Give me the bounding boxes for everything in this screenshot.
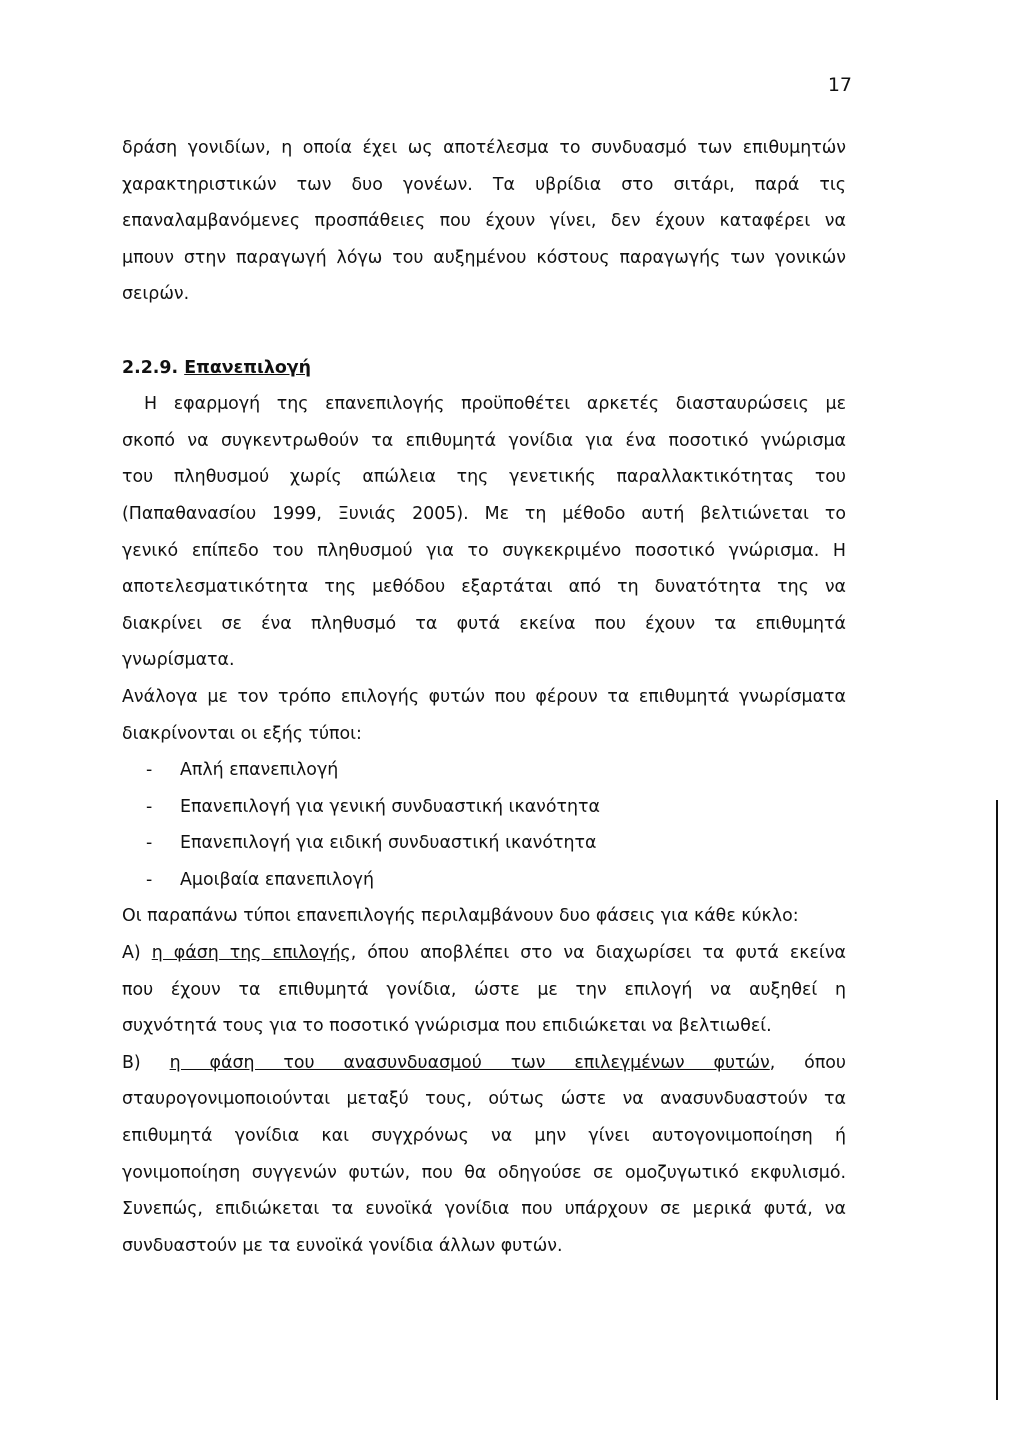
text-line: σειρών. (122, 284, 190, 305)
phase-a-prefix: Α) (122, 943, 141, 964)
text-line: διακρίνει σε ένα πληθυσμό τα φυτά εκείνα που έχουν τα επιθυμητά (122, 613, 846, 634)
text-line: Συνεπώς, επιδιώκεται τα ευνοϊκά γονίδια που υπάρχουν σε μερικά φυτά, να (122, 1199, 846, 1220)
text-line: Ανάλογα με τον τρόπο επιλογής φυτών που φέρουν τα επιθυμητά γνωρίσματα (122, 686, 846, 707)
text-line: του πληθυσμού χωρίς απώλεια της γενετικής παραλλακτικότητας του (122, 467, 846, 488)
text-line: γνωρίσματα. (122, 650, 235, 671)
text-line: δράση γονιδίων, η οποία έχει ως αποτέλεσμα το συνδυασμό των επιθυμητών (122, 138, 846, 158)
text-line: επιθυμητά γονίδια και συγχρόνως να μην γίνει αυτογονιμοποίηση ή (122, 1126, 846, 1147)
text-line: Η εφαρμογή της επανεπιλογής προϋποθέτει αρκετές διασταυρώσεις με (144, 394, 846, 415)
text-line: Οι παραπάνω τύποι επανεπιλογής περιλαμβάνουν δυο φάσεις για κάθε κύκλο: (122, 906, 799, 927)
section-heading (122, 350, 846, 387)
text-line: χαρακτηριστικών των δυο γονέων. Τα υβρίδια στο σιτάρι, παρά τις (122, 174, 846, 195)
text-line: γενικό επίπεδο του πληθυσμού για το συγκεκριμένο ποσοτικό γνώρισμα. Η (122, 540, 846, 561)
text-line: που έχουν τα επιθυμητά γονίδια, ώστε με την επιλογή να αυξηθεί η (122, 979, 846, 1000)
text-line: γονιμοποίηση συγγενών φυτών, που θα οδηγούσε σε ομοζυγωτικό εκφυλισμό. (122, 1162, 846, 1183)
phase-b-line: Β) η φάση του ανασυνδυασμού των επιλεγμένων φυτών, όπου (122, 1052, 846, 1073)
phase-b-prefix: Β) (122, 1052, 141, 1073)
list-item: - Επανεπιλογή για ειδική συνδυαστική ικανότητα (146, 833, 597, 854)
section-title: Επανεπιλογή (184, 357, 312, 378)
phase-b-title: η φάση του ανασυνδυασμού των επιλεγμένων φυτών (169, 1052, 770, 1073)
text-line: μπουν στην παραγωγή λόγω του αυξημένου κόστους παραγωγής των γονικών (122, 247, 846, 268)
list-item: - Αμοιβαία επανεπιλογή (146, 869, 374, 890)
phase-a-line: Α) η φάση της επιλογής, όπου αποβλέπει στο να διαχωρίσει τα φυτά εκείνα (122, 943, 846, 964)
text-line: σκοπό να συγκεντρωθούν τα επιθυμητά γονίδια για ένα ποσοτικό γνώρισμα (122, 430, 846, 451)
text-line: διακρίνονται οι εξής τύποι: (122, 723, 362, 744)
list-item: - Επανεπιλογή για γενική συνδυαστική ικανότητα (146, 796, 600, 817)
page-number: 17 (827, 74, 852, 96)
phase-a-title: η φάση της επιλογής (151, 943, 351, 964)
text-line: συχνότητά τους για το ποσοτικό γνώρισμα που επιδιώκεται να βελτιωθεί. (122, 1016, 772, 1037)
text-line: σταυρογονιμοποιούνται μεταξύ τους, ούτως ώστε να ανασυνδυαστούν τα (122, 1089, 846, 1110)
text-line: συνδυαστούν με τα ευνοϊκά γονίδια άλλων φυτών. (122, 1235, 563, 1256)
margin-rule (996, 800, 998, 1400)
types-list (122, 752, 846, 898)
section-number: 2.2.9. (122, 357, 179, 378)
list-item: - Απλή επανεπιλογή (146, 760, 339, 781)
text-line: επαναλαμβανόμενες προσπάθειες που έχουν γίνει, δεν έχουν καταφέρει να (122, 211, 846, 232)
text-line: αποτελεσματικότητα της μεθόδου εξαρτάται από τη δυνατότητα της να (122, 577, 846, 598)
document-body (122, 130, 846, 1264)
text-line: (Παπαθανασίου 1999, Ξυνιάς 2005). Με τη μέθοδο αυτή βελτιώνεται το (122, 503, 846, 524)
